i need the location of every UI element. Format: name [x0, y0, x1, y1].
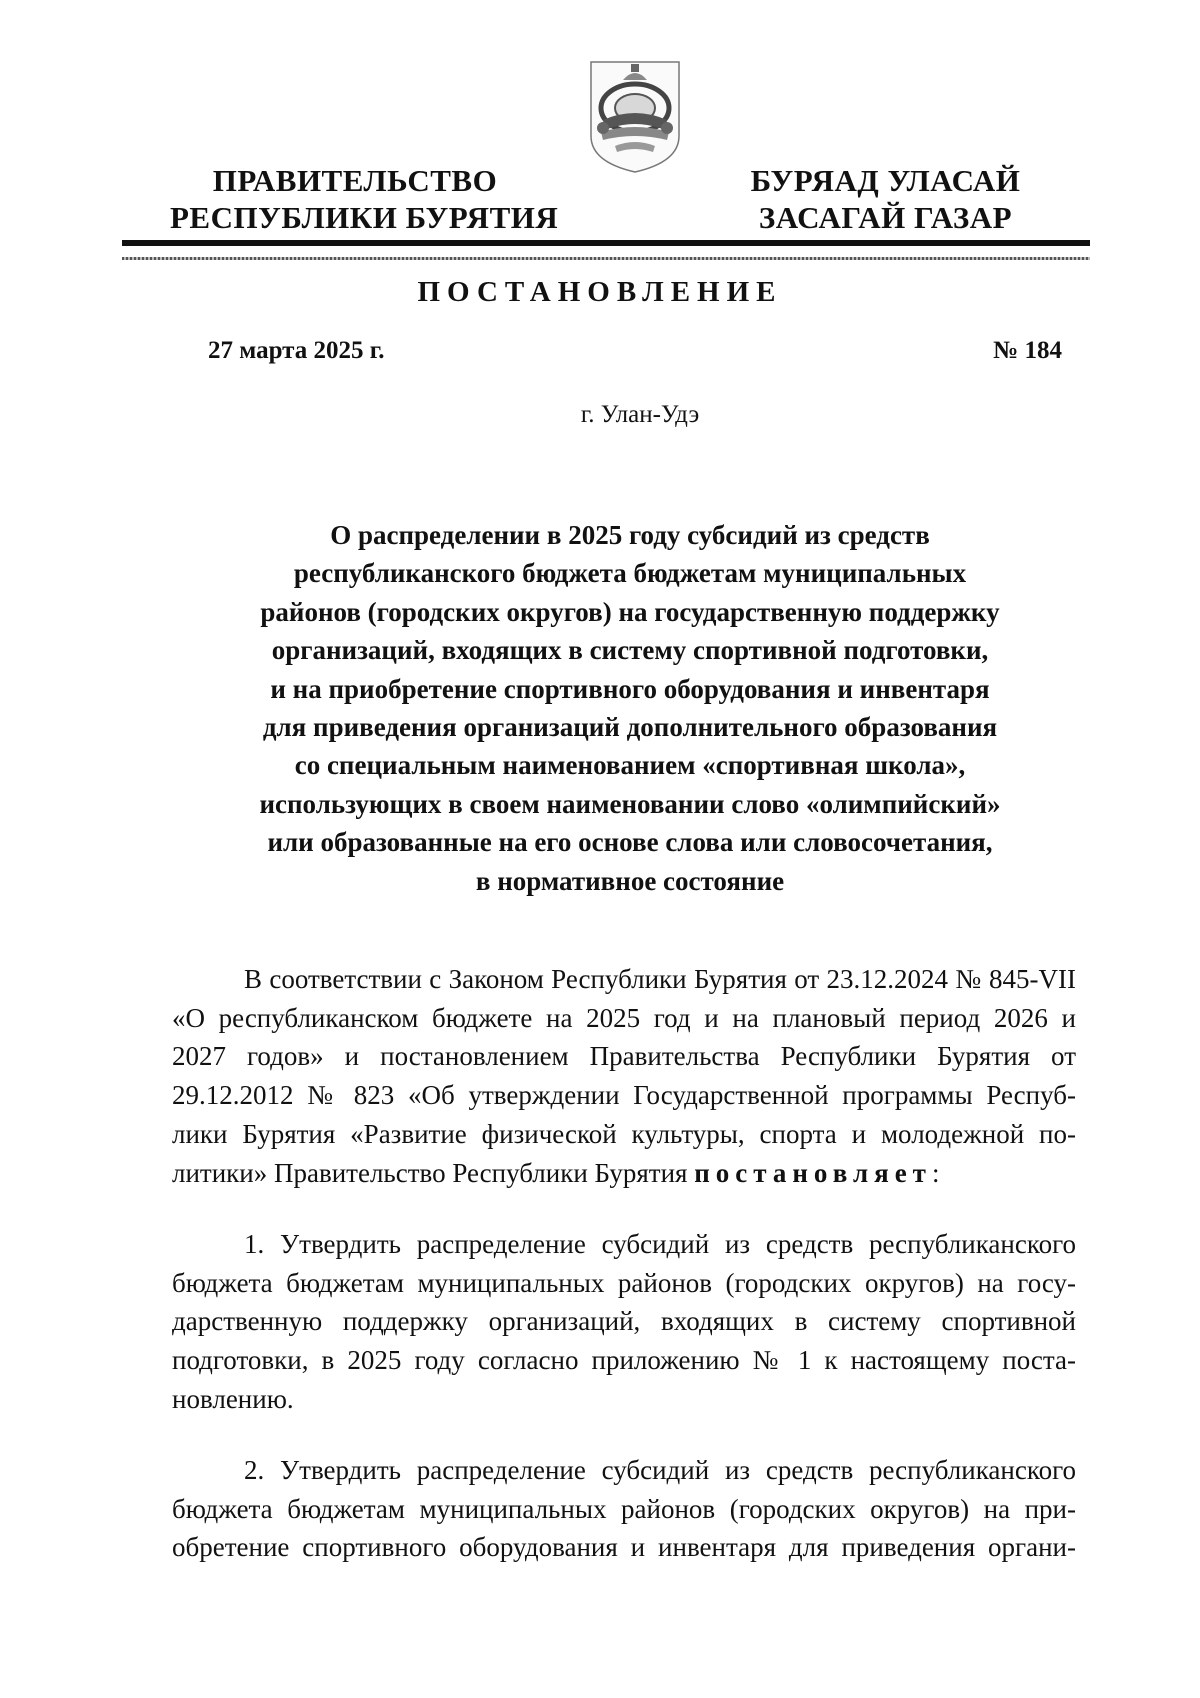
preamble-line: 29.12.2012 № 823 «Об утверждении Государственной программы Респуб-: [172, 1080, 1076, 1111]
preamble-line: лики Бурятия «Развитие физической культуры, спорта и молодежной по-: [172, 1118, 1076, 1149]
title-line: в нормативное состояние: [475, 865, 785, 896]
title-line: республиканского бюджета бюджетам муниципальных: [293, 558, 967, 589]
title-line: со специальным наименованием «спортивная школа»,: [294, 750, 966, 781]
document-city: г. Улан-Удэ: [580, 401, 700, 428]
gov-name-bur-line1: БУРЯАД УЛАСАЙ: [750, 163, 1021, 198]
preamble-line: 2027 годов» и постановлением Правительства Республики Бурятия от: [172, 1041, 1076, 1072]
government-name-russian: [170, 162, 559, 236]
preamble-colon: :: [931, 1157, 940, 1188]
gov-name-bur-line2: ЗАСАГАЙ ГАЗАР: [758, 200, 1013, 235]
title-line: и на приобретение спортивного оборудования и инвентаря: [270, 673, 990, 704]
preamble-line: В соответствии с Законом Республики Бурятия от 23.12.2024 № 845-VII: [244, 964, 1076, 994]
title-line: для приведения организаций дополнительного образования: [262, 712, 998, 743]
preamble-last-text: литики» Правительство Республики Бурятия: [172, 1157, 688, 1188]
title-line: О распределении в 2025 году субсидий из средств: [330, 520, 930, 550]
preamble-last-line: [172, 1154, 1076, 1193]
coat-of-arms-emblem: [585, 58, 685, 176]
preamble-line: «О республиканском бюджете на 2025 год и на плановый период 2026 и: [172, 1002, 1076, 1033]
preamble-paragraph: [172, 960, 1076, 1192]
document-number: № 184: [993, 337, 1062, 364]
clause-2-line: бюджета бюджетам муниципальных районов (городских округов) на при-: [172, 1493, 1076, 1524]
clause-1-line: новлению.: [172, 1383, 294, 1414]
clause-1-line: бюджета бюджетам муниципальных районов (городских округов) на госу-: [172, 1267, 1076, 1298]
document-type: ПОСТАНОВЛЕНИЕ: [417, 276, 783, 308]
resolves-keyword: постановляет: [694, 1157, 932, 1188]
clause-1-line: дарственную поддержку организаций, входящих в систему спортивной: [172, 1306, 1076, 1337]
clause-1-paragraph: [172, 1225, 1076, 1419]
title-line: или образованные на его основе слова или словосочетания,: [267, 827, 993, 858]
title-line: использующих в своем наименовании слово «олимпийский»: [259, 788, 1001, 819]
title-line: организаций, входящих в систему спортивной подготовки,: [271, 635, 989, 666]
government-name-buryat: [748, 162, 1023, 236]
header-divider-thin: [122, 257, 1090, 260]
title-line: районов (городских округов) на государственную поддержку: [260, 596, 1000, 627]
gov-name-ru-line2: РЕСПУБЛИКИ БУРЯТИЯ: [170, 200, 559, 235]
clause-2-line: 2. Утвердить распределение субсидий из средств республиканского: [244, 1455, 1076, 1485]
document-date: 27 марта 2025 г.: [208, 337, 385, 364]
document-title: [200, 516, 1060, 900]
clause-2-line: обретение спортивного оборудования и инвентаря для приведения органи-: [172, 1532, 1076, 1563]
clause-1-line: 1. Утвердить распределение субсидий из средств республиканского: [244, 1229, 1076, 1259]
gov-name-ru-line1: ПРАВИТЕЛЬСТВО: [212, 163, 498, 198]
clause-2-paragraph: [172, 1451, 1076, 1567]
clause-1-line: подготовки, в 2025 году согласно приложению № 1 к настоящему поста-: [172, 1345, 1076, 1376]
header-divider-thick: [122, 240, 1090, 246]
